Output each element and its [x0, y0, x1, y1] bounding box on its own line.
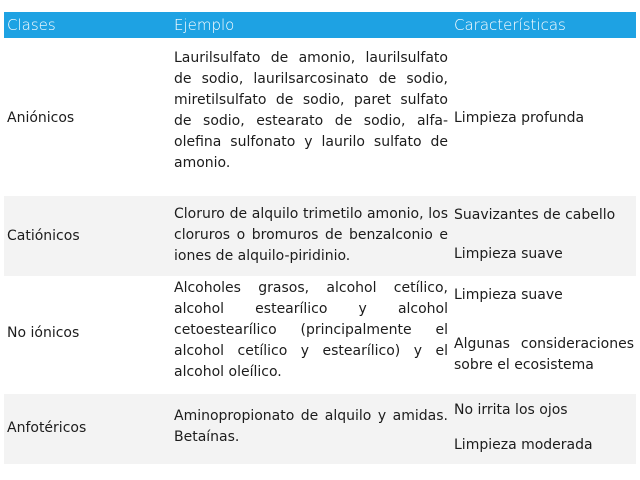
row-ejemplo: Aminopropionato de alquilo y amidas. Betaínas. [174, 408, 448, 445]
row-caracteristica: Limpieza moderada [454, 437, 593, 453]
surfactant-table [4, 12, 636, 464]
table-row-anionicos [4, 38, 636, 196]
row-caracteristica: Limpieza suave [454, 246, 563, 262]
row-caracteristica: Limpieza profunda [454, 110, 585, 126]
table-header [4, 12, 636, 38]
header-ejemplo: Ejemplo [174, 16, 235, 34]
row-caracteristica: No irrita los ojos [454, 402, 568, 418]
row-clase: Anfotéricos [7, 420, 87, 436]
row-caracteristica: Suavizantes de cabello [454, 207, 616, 223]
header-clases: Clases [7, 16, 56, 34]
row-ejemplo: Cloruro de alquilo trimetilo amonio, los cloruros o bromuros de benzalconio e iones de alquilo-piridinio. [174, 206, 448, 264]
row-ejemplo: Laurilsulfato de amonio, laurilsulfato de sodio, laurilsarcosinato de sodio, miretilsulfato de sodio, paret sulfato de sodio, estearato de sodio, alfa-olefina sulfonato y laurilo sulfato de amonio. [174, 50, 448, 171]
row-clase: Aniónicos [7, 110, 75, 126]
row-caracteristica: Algunas consideraciones sobre el ecosistema [454, 336, 634, 373]
table-row-cationicos [4, 196, 636, 276]
row-caracteristica: Limpieza suave [454, 287, 563, 303]
row-clase: Catiónicos [7, 228, 80, 244]
row-clase: No iónicos [7, 325, 80, 341]
table-row-no-ionicos [4, 276, 636, 394]
header-caracteristicas: Características [454, 16, 566, 34]
table-row-anfotericos [4, 394, 636, 464]
row-ejemplo: Alcoholes grasos, alcohol cetílico, alcohol estearílico y alcohol cetoestearílico (principalmente el alcohol cetílico y estearílico) y el alcohol oleílico. [174, 280, 448, 380]
